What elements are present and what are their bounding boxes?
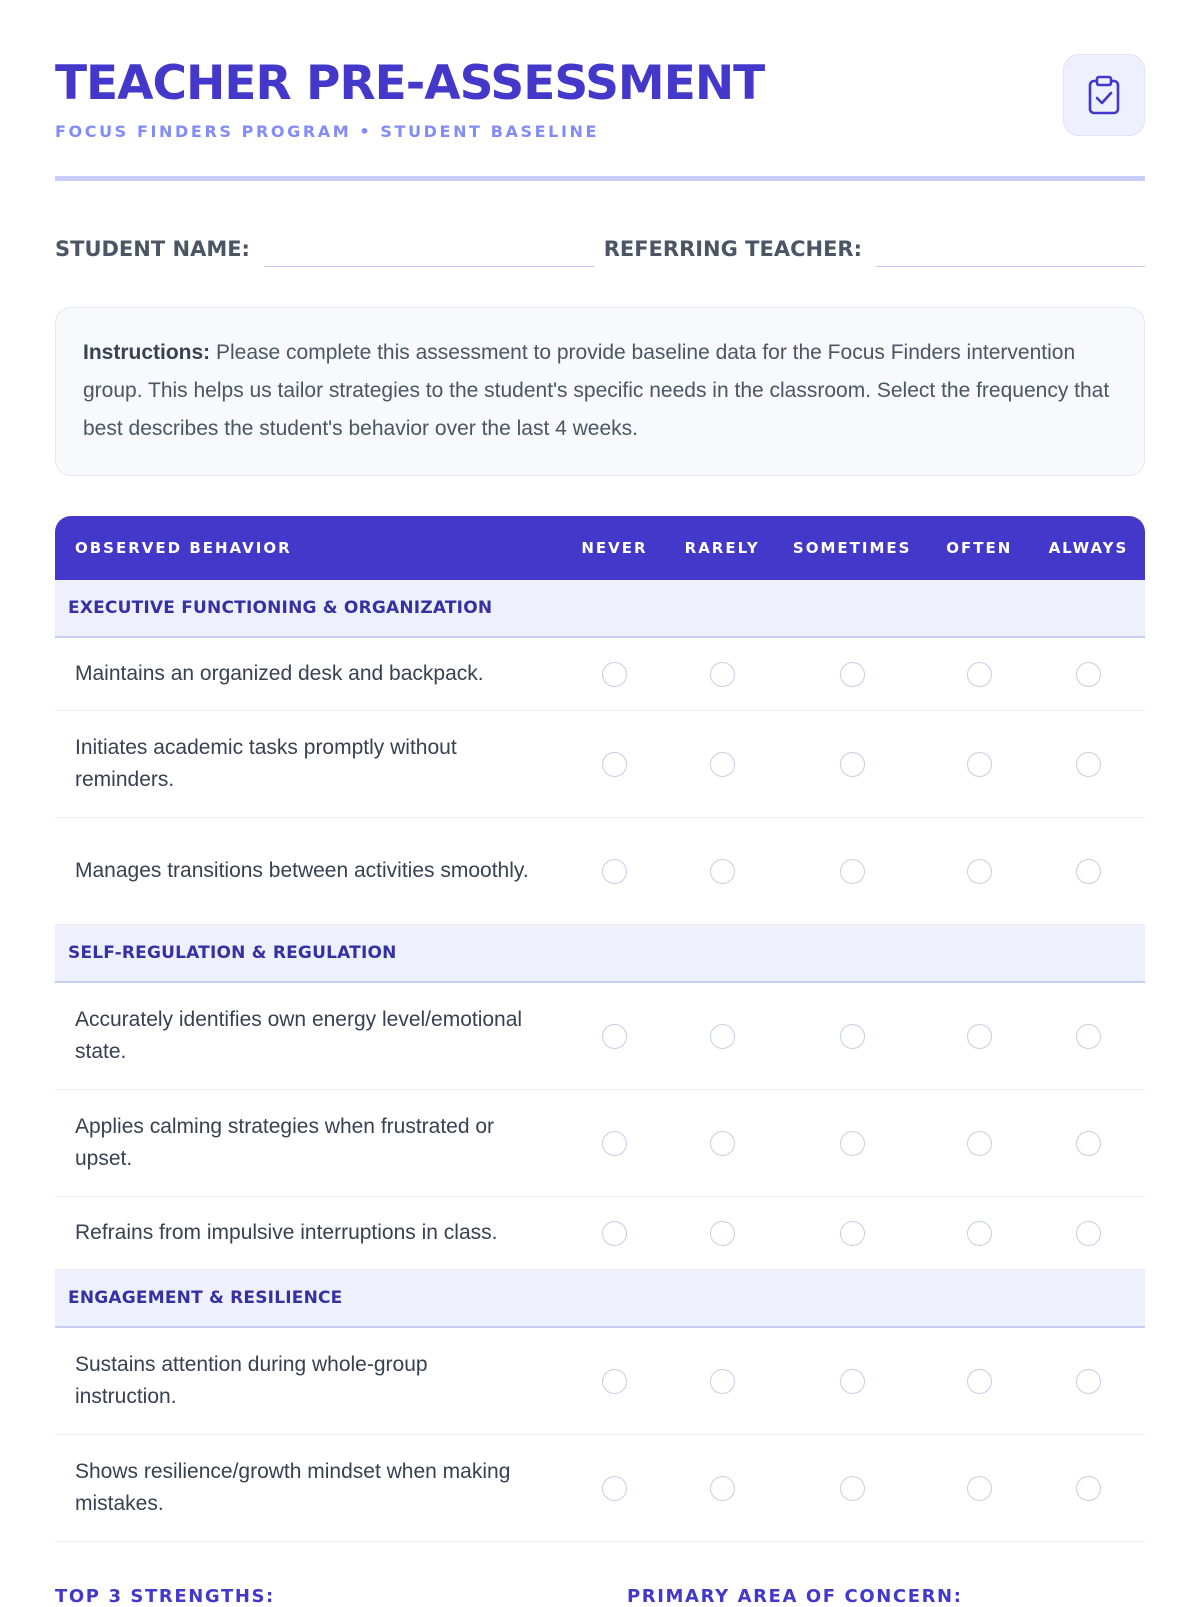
section-header-engagement: ENGAGEMENT & RESILIENCE: [55, 1270, 1145, 1328]
student-name-field: [55, 236, 598, 267]
section-header-self-regulation: SELF-REGULATION & REGULATION: [55, 925, 1145, 983]
radio-sometimes[interactable]: [840, 752, 865, 777]
radio-often[interactable]: [967, 1221, 992, 1246]
radio-always[interactable]: [1076, 1476, 1101, 1501]
bottom-section: [55, 1586, 1145, 1607]
radio-rarely[interactable]: [710, 1221, 735, 1246]
header: [55, 0, 1145, 181]
table-row: [55, 1328, 1145, 1435]
column-header-never: NEVER: [581, 539, 648, 557]
radio-sometimes[interactable]: [840, 1369, 865, 1394]
instructions-box: [55, 307, 1145, 476]
radio-often[interactable]: [967, 1024, 992, 1049]
radio-rarely[interactable]: [710, 1369, 735, 1394]
radio-rarely[interactable]: [710, 662, 735, 687]
radio-rarely[interactable]: [710, 1476, 735, 1501]
table-row: [55, 818, 1145, 925]
column-header-behavior: OBSERVED BEHAVIOR: [75, 539, 292, 557]
radio-always[interactable]: [1076, 752, 1101, 777]
table-row: [55, 1435, 1145, 1542]
referring-teacher-field: [604, 236, 1145, 267]
section-header-executive-functioning: EXECUTIVE FUNCTIONING & ORGANIZATION: [55, 580, 1145, 638]
behavior-label: Initiates academic tasks promptly without reminders.: [75, 736, 457, 791]
radio-often[interactable]: [967, 662, 992, 687]
radio-always[interactable]: [1076, 662, 1101, 687]
behavior-label: Accurately identifies own energy level/emotional state.: [75, 1008, 523, 1063]
behavior-label: Maintains an organized desk and backpack.: [75, 662, 484, 685]
student-info-fields: [55, 227, 1145, 267]
radio-sometimes[interactable]: [840, 662, 865, 687]
table-header: [55, 516, 1145, 580]
table-row: [55, 711, 1145, 818]
table-row: [55, 1090, 1145, 1197]
radio-often[interactable]: [967, 1476, 992, 1501]
radio-always[interactable]: [1076, 859, 1101, 884]
student-name-label: STUDENT NAME:: [55, 237, 250, 261]
radio-never[interactable]: [602, 1221, 627, 1246]
page-subtitle: FOCUS FINDERS PROGRAM • STUDENT BASELINE: [55, 122, 600, 141]
radio-never[interactable]: [602, 859, 627, 884]
radio-sometimes[interactable]: [840, 859, 865, 884]
table-row: [55, 1197, 1145, 1270]
radio-always[interactable]: [1076, 1024, 1101, 1049]
radio-never[interactable]: [602, 1024, 627, 1049]
radio-often[interactable]: [967, 752, 992, 777]
page-title: TEACHER PRE-ASSESSMENT: [55, 56, 765, 111]
behavior-label: Refrains from impulsive interruptions in class.: [75, 1221, 498, 1244]
clipboard-check-icon: [1063, 54, 1145, 136]
radio-never[interactable]: [602, 1131, 627, 1156]
column-header-sometimes: SOMETIMES: [792, 539, 912, 557]
radio-sometimes[interactable]: [840, 1221, 865, 1246]
table-row: [55, 638, 1145, 711]
behavior-label: Shows resilience/growth mindset when making mistakes.: [75, 1460, 511, 1515]
student-name-input[interactable]: [264, 236, 594, 267]
column-header-often: OFTEN: [946, 539, 1013, 557]
radio-never[interactable]: [602, 1369, 627, 1394]
radio-always[interactable]: [1076, 1221, 1101, 1246]
radio-rarely[interactable]: [710, 1024, 735, 1049]
radio-rarely[interactable]: [710, 1131, 735, 1156]
behavior-rating-table: [55, 516, 1145, 1542]
radio-rarely[interactable]: [710, 752, 735, 777]
column-header-rarely: RARELY: [684, 539, 760, 557]
behavior-label: Applies calming strategies when frustrated or upset.: [75, 1115, 495, 1170]
primary-concern-label: PRIMARY AREA OF CONCERN:: [627, 1586, 963, 1607]
radio-sometimes[interactable]: [840, 1476, 865, 1501]
radio-sometimes[interactable]: [840, 1131, 865, 1156]
radio-sometimes[interactable]: [840, 1024, 865, 1049]
radio-never[interactable]: [602, 1476, 627, 1501]
referring-teacher-input[interactable]: [876, 236, 1145, 267]
behavior-label: Manages transitions between activities smoothly.: [75, 859, 529, 882]
column-header-always: ALWAYS: [1048, 539, 1129, 557]
radio-often[interactable]: [967, 1131, 992, 1156]
table-row: [55, 983, 1145, 1090]
radio-never[interactable]: [602, 662, 627, 687]
radio-always[interactable]: [1076, 1369, 1101, 1394]
radio-always[interactable]: [1076, 1131, 1101, 1156]
referring-teacher-label: REFERRING TEACHER:: [603, 237, 862, 261]
top-strengths-label: TOP 3 STRENGTHS:: [55, 1586, 275, 1607]
radio-often[interactable]: [967, 859, 992, 884]
instructions-lead: Instructions:: [83, 341, 211, 364]
radio-often[interactable]: [967, 1369, 992, 1394]
behavior-label: Sustains attention during whole-group instruction.: [75, 1353, 428, 1408]
instructions-text: Please complete this assessment to provide baseline data for the Focus Finders intervention group. This helps us tailor strategies to the student's specific needs in the classroom. Select the frequency that best describes the student's behavior over the last 4 weeks.: [83, 341, 1110, 440]
radio-rarely[interactable]: [710, 859, 735, 884]
radio-never[interactable]: [602, 752, 627, 777]
